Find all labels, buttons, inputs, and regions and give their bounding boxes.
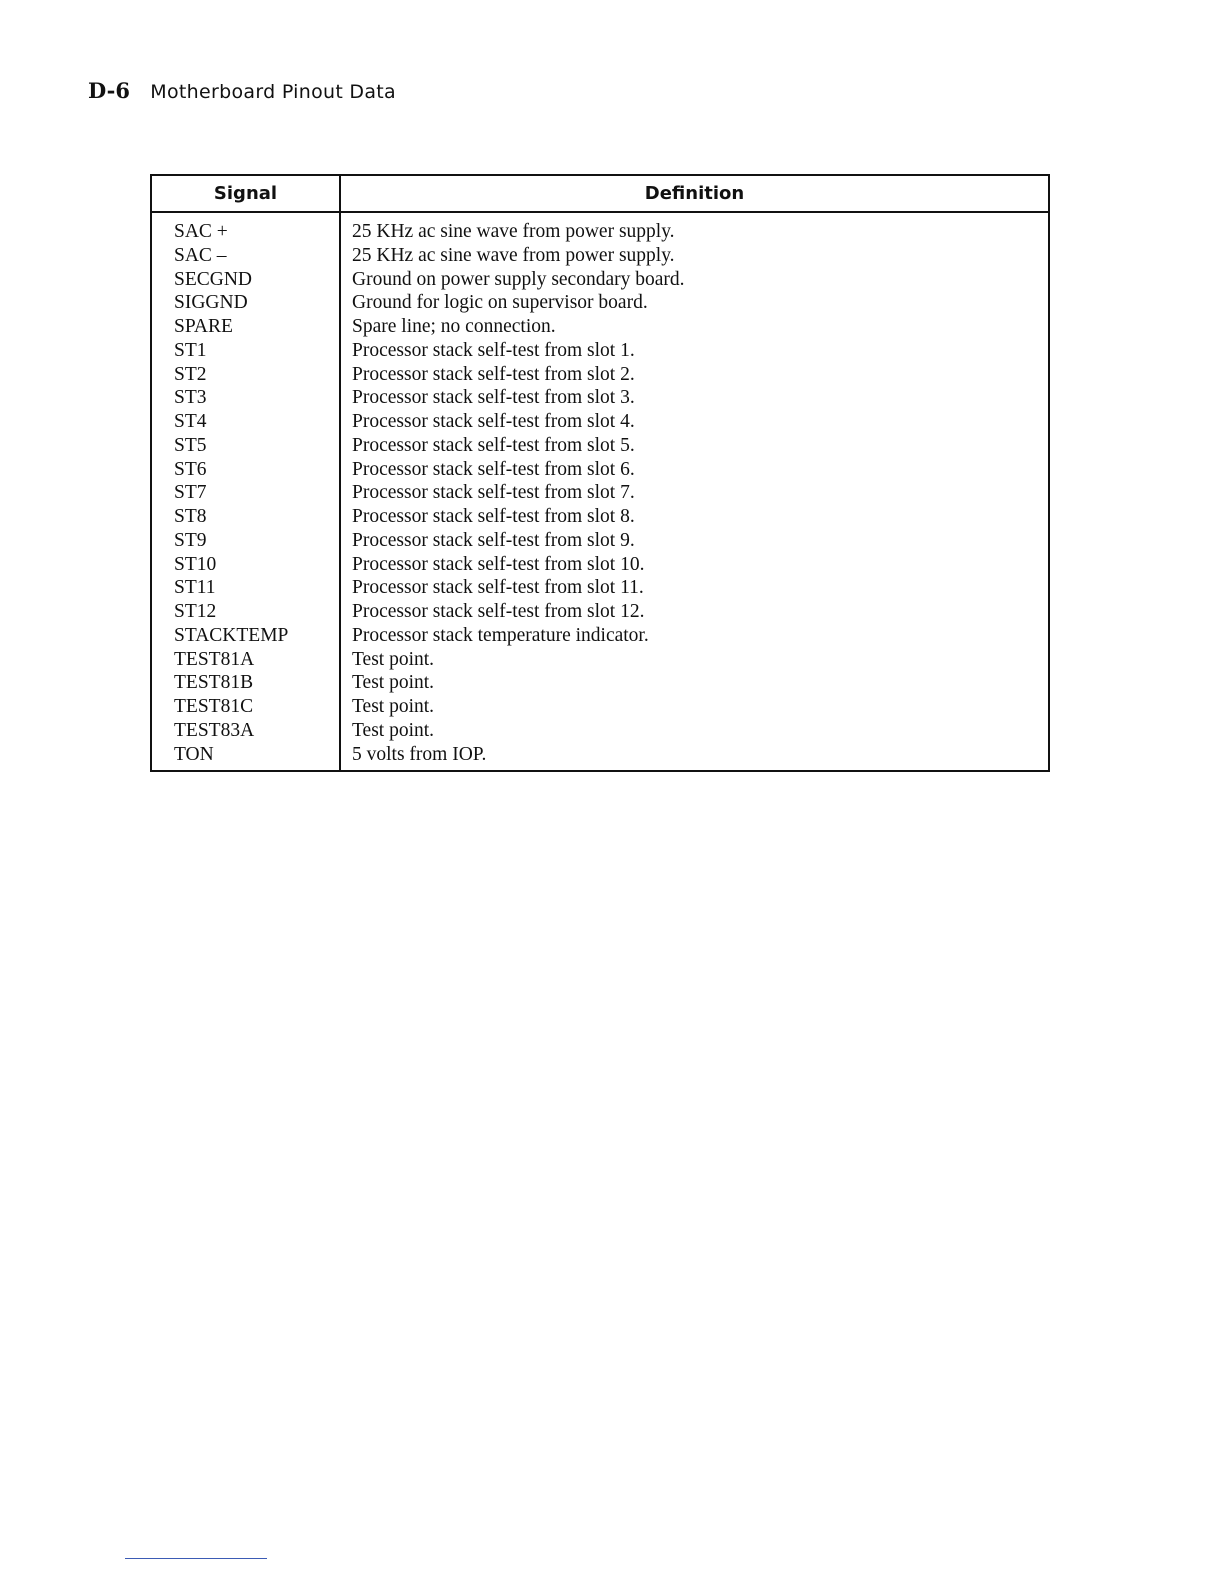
definition-cell: Test point.: [352, 672, 435, 694]
signal-cell: STACKTEMP: [174, 624, 289, 646]
definition-cell: Test point.: [352, 719, 435, 741]
page-header: [88, 78, 396, 103]
definition-cell: Processor stack self-test from slot 5.: [352, 434, 635, 456]
page-title: Motherboard Pinout Data: [150, 81, 396, 103]
signal-cell: TON: [174, 743, 214, 765]
definition-cell: Test point.: [352, 696, 435, 717]
definition-cell: Processor stack self-test from slot 8.: [352, 506, 635, 527]
signal-cell: SECGND: [174, 268, 253, 290]
signal-cell: ST5: [174, 434, 207, 456]
signal-cell: ST3: [174, 387, 207, 409]
signal-cell: SAC +: [174, 221, 228, 242]
definition-cell: Processor stack self-test from slot 7.: [352, 482, 635, 504]
signal-cell: TEST83A: [174, 719, 255, 741]
table-header-row: [152, 176, 1048, 213]
signal-cell: ST11: [174, 577, 216, 599]
signal-cell: SPARE: [174, 316, 233, 337]
signal-cell: SIGGND: [174, 292, 248, 314]
definition-cell: Processor stack self-test from slot 9.: [352, 529, 635, 551]
definition-column: [341, 213, 1048, 770]
signal-column: [152, 213, 341, 770]
definition-cell: Ground on power supply secondary board.: [352, 268, 685, 290]
signal-cell: TEST81B: [174, 672, 254, 694]
signal-cell: SAC –: [174, 244, 227, 266]
footer-rule: [125, 1558, 267, 1559]
signal-cell: ST12: [174, 601, 217, 622]
signal-cell: ST8: [174, 506, 207, 527]
definition-cell: 5 volts from IOP.: [352, 743, 487, 765]
signal-cell: TEST81C: [174, 696, 254, 717]
signal-cell: ST6: [174, 458, 207, 480]
definition-cell: Processor stack self-test from slot 12.: [352, 601, 645, 622]
signal-cell: ST1: [174, 339, 207, 361]
signal-cell: TEST81A: [174, 648, 255, 670]
definition-cell: Ground for logic on supervisor board.: [352, 292, 648, 314]
definition-cell: Processor stack temperature indicator.: [352, 624, 649, 646]
signal-cell: ST2: [174, 363, 207, 385]
definition-cell: Processor stack self-test from slot 2.: [352, 363, 635, 385]
signal-cell: ST7: [174, 482, 207, 504]
definition-cell: Processor stack self-test from slot 10.: [352, 553, 645, 575]
definition-cell: 25 KHz ac sine wave from power supply.: [352, 221, 675, 242]
definition-cell: Processor stack self-test from slot 6.: [352, 458, 635, 480]
definition-cell: 25 KHz ac sine wave from power supply.: [352, 244, 675, 266]
signal-cell: ST9: [174, 529, 207, 551]
page-number: D-6: [88, 78, 130, 103]
definition-cell: Processor stack self-test from slot 4.: [352, 411, 635, 432]
definition-cell: Spare line; no connection.: [352, 316, 556, 337]
table-body: [152, 213, 1048, 770]
definition-cell: Test point.: [352, 648, 435, 670]
pinout-table: [150, 174, 1050, 772]
definition-cell: Processor stack self-test from slot 1.: [352, 339, 635, 361]
column-header-signal: Signal: [152, 176, 341, 211]
definition-cell: Processor stack self-test from slot 11.: [352, 577, 644, 599]
signal-cell: ST10: [174, 553, 217, 575]
column-header-definition: Definition: [644, 183, 745, 204]
definition-cell: Processor stack self-test from slot 3.: [352, 387, 635, 409]
signal-cell: ST4: [174, 411, 207, 432]
